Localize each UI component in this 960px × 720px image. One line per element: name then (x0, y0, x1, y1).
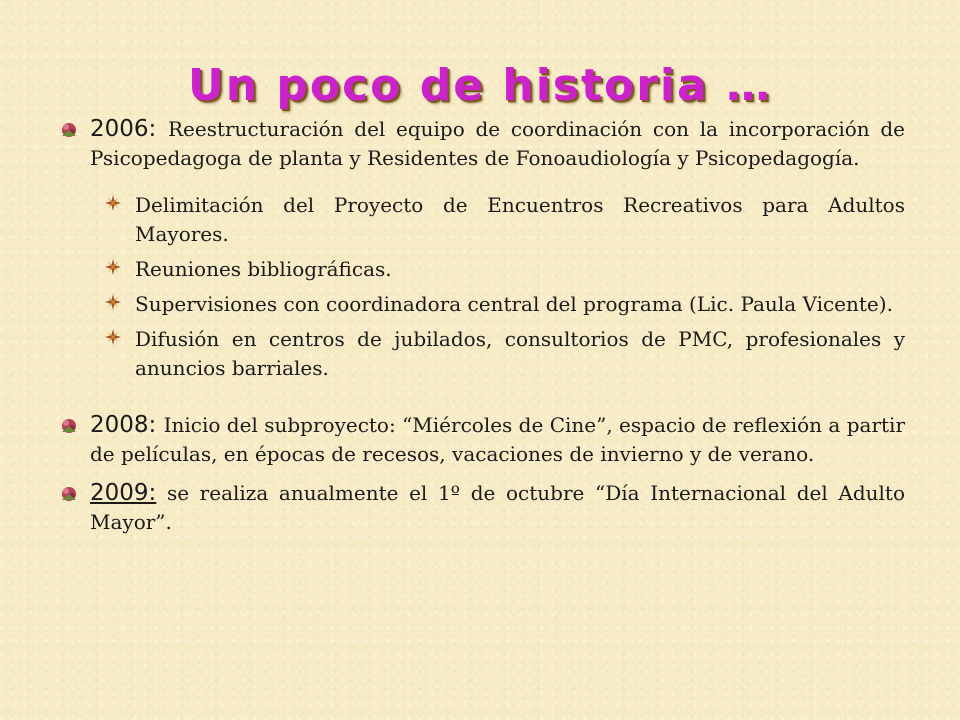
sub-item-text: Reuniones bibliográficas. (135, 257, 392, 281)
sub-list-item (105, 290, 905, 319)
flower-bullet-icon (60, 479, 90, 507)
year-separator: : (148, 116, 168, 142)
sub-item-text: Supervisiones con coordinadora central del programa (Lic. Paula Vicente). (135, 292, 893, 316)
sub-list-item (105, 191, 905, 249)
item-text (90, 115, 905, 173)
sub-item-text: Delimitación del Proyecto de Encuentros Recreativos para Adultos Mayores. (135, 193, 905, 246)
year-separator (156, 481, 167, 505)
sub-list-item (105, 325, 905, 383)
item-description: Reestructuración del equipo de coordinación con la incorporación de Psicopedagoga de planta y Residentes de Fonoaudiología y Psicopedagogía. (90, 117, 906, 170)
list-item-2009 (60, 479, 905, 537)
item-description: Inicio del subproyecto: “Miércoles de Cine”, espacio de reflexión a partir de películas, en épocas de recesos, vacaciones de invierno y de verano. (90, 413, 906, 466)
star-bullet-icon (105, 290, 135, 314)
star-bullet-icon (105, 191, 135, 215)
flower-bullet-icon (60, 115, 90, 143)
slide-content (60, 115, 905, 537)
star-bullet-icon (105, 325, 135, 349)
year-label: 2006 (90, 116, 149, 142)
sub-list (105, 191, 905, 383)
item-description: se realiza anualmente el 1º de octubre “Día Internacional del Adulto Mayor”. (90, 481, 905, 534)
item-text (90, 411, 905, 469)
list-item-2008 (60, 411, 905, 469)
sub-item-text: Difusión en centros de jubilados, consultorios de PMC, profesionales y anuncios barriales. (135, 327, 905, 380)
star-bullet-icon (105, 255, 135, 279)
flower-bullet-icon (60, 411, 90, 439)
year-label: 2009: (90, 480, 157, 506)
sub-list-item (105, 255, 905, 284)
year-separator: : (148, 412, 164, 438)
year-label: 2008 (90, 412, 149, 438)
slide-title: Un poco de historia … (187, 60, 773, 111)
item-text (90, 479, 905, 537)
list-item-2006 (60, 115, 905, 173)
